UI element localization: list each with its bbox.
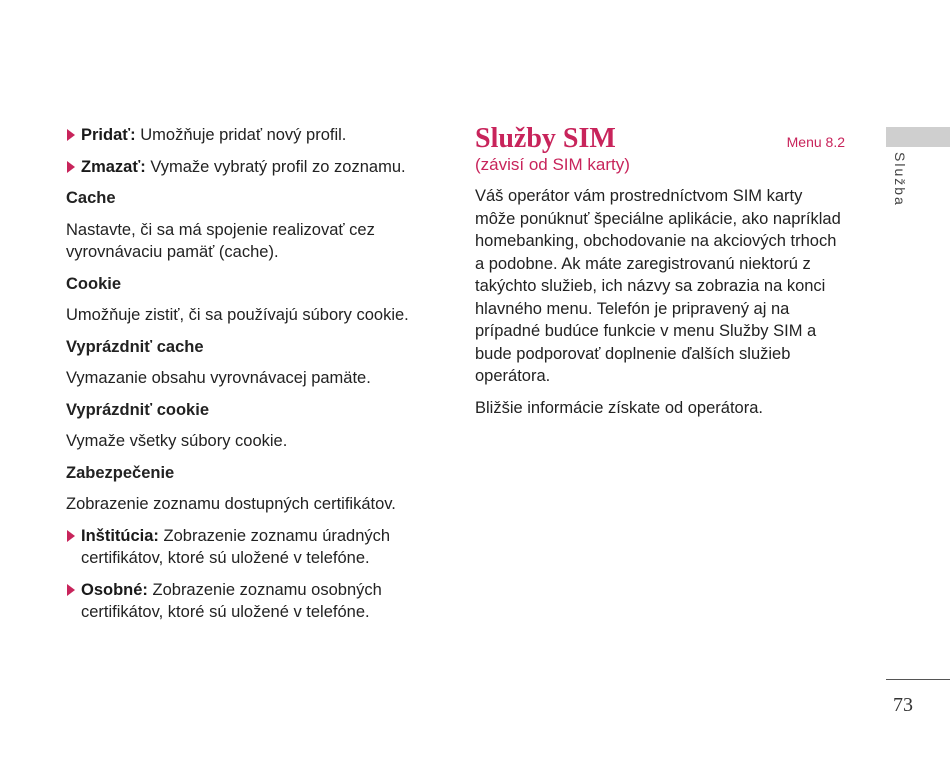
paragraph-operator-info: Bližšie informácie získate od operátora. — [475, 398, 763, 417]
bullet-add — [66, 124, 426, 147]
bullet-arrow-icon — [67, 161, 75, 173]
text-clear-cache: Vymazanie obsahu vyrovnávacej pamäte. — [66, 369, 371, 387]
bullet-label: Inštitúcia: — [81, 526, 159, 545]
heading-security: Zabezpečenie — [66, 463, 175, 482]
text-cookie: Umožňuje zistiť, či sa používajú súbory cookie. — [66, 306, 409, 324]
chapter-label: Služba — [892, 152, 908, 207]
bullet-arrow-icon — [67, 129, 75, 141]
page-divider — [886, 679, 950, 680]
bullet-text: Zobrazenie zoznamu úradných certifikátov, ktoré sú uložené v telefóne. — [81, 526, 391, 567]
bullet-personal — [66, 579, 426, 624]
section-title-row — [475, 124, 845, 154]
bullet-arrow-icon — [67, 584, 75, 596]
heading-clear-cookie: Vyprázdniť cookie — [66, 400, 209, 419]
section-title: Služby SIM — [475, 123, 616, 154]
chapter-tab — [886, 127, 950, 147]
bullet-label: Osobné: — [81, 580, 148, 599]
text-clear-cookie: Vymaže všetky súbory cookie. — [66, 432, 288, 450]
paragraph-sim-services: Váš operátor vám prostredníctvom SIM karty môže ponúknuť špeciálne aplikácie, ako napríklad homebanking, obchodovanie na akciových trhoch a podobne. Ak máte zaregistrovanú niektorú z takýchto služieb, ich názvy sa zobrazia na konci hlavného menu. Telefón je pripravený aj na prípadné budúce funkcie v menu Služby SIM a bude podporovať doplnenie ďalších služieb operátora. — [475, 187, 841, 385]
section-subtitle: (závisí od SIM karty) — [475, 155, 630, 174]
bullet-text: Umožňuje pridať nový profil. — [135, 126, 347, 144]
heading-clear-cache: Vyprázdniť cache — [66, 337, 204, 356]
bullet-arrow-icon — [67, 530, 75, 542]
right-column — [475, 124, 845, 428]
bullet-label: Pridať: — [81, 126, 136, 144]
left-column — [66, 124, 426, 633]
heading-cache: Cache — [66, 189, 116, 207]
bullet-text: Vymaže vybratý profil zo zoznamu. — [145, 157, 406, 176]
heading-cookie: Cookie — [66, 274, 122, 293]
bullet-institution — [66, 525, 426, 570]
bullet-label: Zmazať: — [81, 157, 146, 176]
page-number: 73 — [893, 694, 913, 716]
menu-reference: Menu 8.2 — [786, 134, 845, 150]
text-cache: Nastavte, či sa má spojenie realizovať cez vyrovnávaciu pamäť (cache). — [66, 220, 375, 261]
bullet-delete — [66, 156, 426, 179]
bullet-text: Zobrazenie zoznamu osobných certifikátov, ktoré sú uložené v telefóne. — [81, 580, 382, 621]
text-security: Zobrazenie zoznamu dostupných certifikátov. — [66, 495, 396, 513]
